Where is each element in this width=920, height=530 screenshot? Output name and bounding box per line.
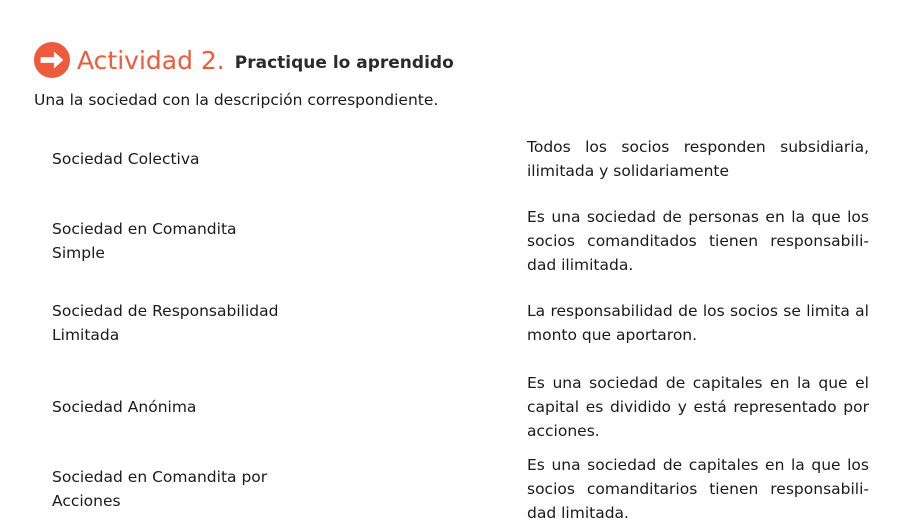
left-item-3: Sociedad de Responsabilidad Limitada xyxy=(52,302,279,344)
right-item-3: La responsabilidad de los socios se limita al monto que aportaron. xyxy=(527,302,869,344)
instruction-text: Una la sociedad con la descripción correspondiente. xyxy=(34,91,439,109)
left-item-1: Sociedad Colectiva xyxy=(52,150,200,168)
right-item-1: Todos los socios responden subsidiaria, ilimitada y solidariamente xyxy=(527,138,869,180)
activity-subtitle: Practique lo aprendido xyxy=(234,53,454,73)
right-item-5: Es una sociedad de capitales en la que los socios comanditarios tienen responsabili-dad limitada. xyxy=(527,456,869,522)
left-item-2: Sociedad en Comandita Simple xyxy=(52,220,237,262)
left-item-5: Sociedad en Comandita por Acciones xyxy=(52,468,268,510)
left-item-4: Sociedad Anónima xyxy=(52,398,197,416)
activity-header xyxy=(33,40,454,80)
right-item-2: Es una sociedad de personas en la que los socios comanditados tienen responsabili-dad ilimitada. xyxy=(527,208,869,274)
arrow-right-circle-icon xyxy=(33,41,71,79)
activity-label: Actividad 2. xyxy=(77,45,225,75)
right-item-4: Es una sociedad de capitales en la que el capital es dividido y está representado por acciones. xyxy=(527,374,869,440)
